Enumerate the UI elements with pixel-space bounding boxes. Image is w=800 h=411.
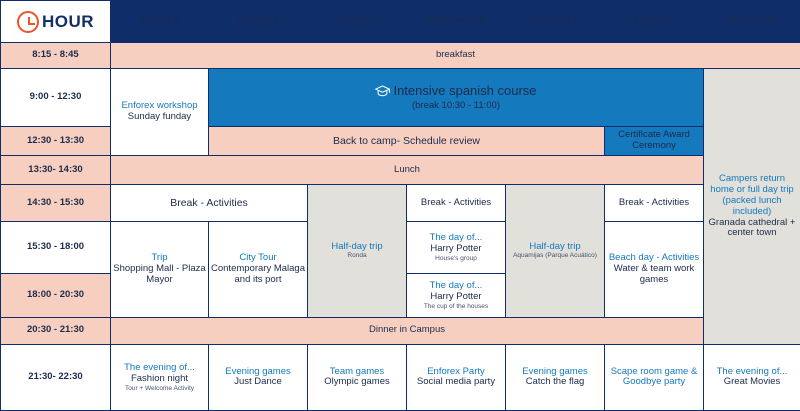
sunday-trip-title: Trip [151, 252, 168, 264]
cell-break-activities-sun-mon: Break - Activities [111, 184, 308, 222]
cell-monday-night [209, 344, 308, 410]
wednesday-night-sub: Social media party [416, 376, 496, 388]
wednesday-hp1-sub: Harry Potter [430, 243, 482, 255]
saturday-return-line2: Granada cathedral + center town [708, 216, 796, 239]
sunday-trip-sub: Shopping Mall - Plaza Mayor [113, 263, 206, 286]
column-header-thursday: Thursday 9 [506, 1, 605, 43]
friday-beach-sub: Water & team work games [613, 263, 695, 286]
lunch-cell: Lunch [111, 156, 704, 184]
column-header-wednesday: Wednesday 8 [407, 1, 506, 43]
cell-wednesday-night [407, 344, 506, 410]
cell-friday-beach-day [605, 222, 704, 317]
spanish-course-title-wrap [211, 84, 701, 101]
tuesday-night-sub: Olympic games [324, 376, 390, 388]
column-header-saturday: Saturday 11 [704, 1, 800, 43]
saturday-night-title: The evening of... [716, 365, 788, 377]
breakfast-cell: breakfast [111, 43, 800, 69]
cell-saturday-return [704, 69, 800, 345]
wednesday-hp2-note: The cup of the houses [423, 302, 489, 310]
wednesday-hp2-title: The day of... [429, 279, 483, 291]
column-header-sunday: Sunday 5 [111, 1, 209, 43]
cell-tuesday-night [308, 344, 407, 410]
tuesday-trip-sub: Ronda [347, 252, 367, 260]
spanish-course-title: Intensive spanish course [393, 82, 537, 98]
spanish-course-sub: (break 10:30 - 11:00) [411, 99, 500, 111]
row-night [1, 344, 800, 410]
friday-beach-title: Beach day - Activities [608, 252, 700, 264]
logo-text: HOUR [41, 11, 95, 31]
sunday-workshop-title: Enforex workshop [121, 100, 198, 112]
saturday-night-sub: Great Movies [723, 376, 781, 388]
wednesday-hp1-note: House's group [435, 254, 477, 262]
graduation-cap-icon [375, 85, 390, 101]
column-header-tuesday: Tuesday 7 [308, 1, 407, 43]
cell-monday-city-tour [209, 222, 308, 317]
time-label-lunch: 13:30- 14:30 [1, 156, 111, 184]
row-morning [1, 69, 800, 127]
row-breakfast [1, 43, 800, 69]
column-header-friday: Friday 10 [605, 1, 704, 43]
friday-night-title: Scape room game & Goodbye party [610, 365, 698, 388]
cell-break-activities-wed: Break - Activities [407, 184, 506, 222]
wednesday-hp2-sub: Harry Potter [430, 290, 482, 302]
cell-sunday-night [111, 344, 209, 410]
row-dinner [1, 317, 800, 344]
time-label-morning: 9:00 - 12:30 [1, 69, 111, 127]
monday-night-title: Evening games [225, 365, 291, 377]
thursday-night-sub: Catch the flag [525, 376, 585, 388]
row-break-activities [1, 184, 800, 222]
time-label-afternoon: 15:30 - 18:00 [1, 222, 111, 274]
logo-cell [1, 1, 111, 43]
monday-tour-title: City Tour [239, 252, 277, 264]
saturday-return-line1: Campers return home or full day trip (packed lunch included) [710, 172, 794, 217]
cell-sunday-workshop [111, 69, 209, 156]
time-label-night: 21:30- 22:30 [1, 344, 111, 410]
tuesday-night-title: Team games [329, 365, 385, 377]
cell-wednesday-harry-potter-2 [407, 274, 506, 318]
cell-wednesday-harry-potter-1 [407, 222, 506, 274]
cell-thursday-night [506, 344, 605, 410]
thursday-trip-title: Half-day trip [529, 240, 581, 252]
cell-thursday-halfday-trip [506, 184, 605, 317]
monday-tour-sub: Contemporary Malaga and its port [211, 263, 305, 286]
cell-saturday-night [704, 344, 800, 410]
monday-night-sub: Just Dance [234, 376, 282, 388]
time-label-dinner: 20:30 - 21:30 [1, 317, 111, 344]
cell-back-to-camp: Back to camp- Schedule review [209, 127, 605, 156]
thursday-trip-sub: Aquamijas (Parque Acuático) [513, 252, 597, 260]
table-header-row [1, 1, 800, 43]
sunday-night-sub: Fashion night [130, 372, 189, 384]
time-label-midday: 12:30 - 13:30 [1, 127, 111, 156]
sunday-workshop-sub: Sunday funday [127, 111, 192, 123]
column-header-monday: Monday 6 [209, 1, 308, 43]
cell-break-activities-fri: Break - Activities [605, 184, 704, 222]
cell-sunday-trip [111, 222, 209, 317]
time-label-breakfast: 8:15 - 8:45 [1, 43, 111, 69]
thursday-night-title: Evening games [522, 365, 588, 377]
cell-certificate-ceremony: Certificate Award Ceremony [605, 127, 704, 156]
sunday-night-title: The evening of... [124, 361, 195, 373]
time-label-evening: 18:00 - 20:30 [1, 274, 111, 318]
cell-spanish-course [209, 69, 704, 127]
cell-tuesday-halfday-trip [308, 184, 407, 317]
wednesday-hp1-title: The day of... [429, 232, 483, 244]
wednesday-night-title: Enforex Party [427, 365, 485, 377]
sunday-night-note: Tour + Welcome Activity [124, 384, 195, 392]
cell-friday-night [605, 344, 704, 410]
clock-icon [17, 11, 39, 33]
dinner-cell: Dinner in Campus [111, 317, 704, 344]
time-label-break: 14:30 - 15:30 [1, 184, 111, 222]
tuesday-trip-title: Half-day trip [331, 240, 383, 252]
row-lunch [1, 156, 800, 184]
